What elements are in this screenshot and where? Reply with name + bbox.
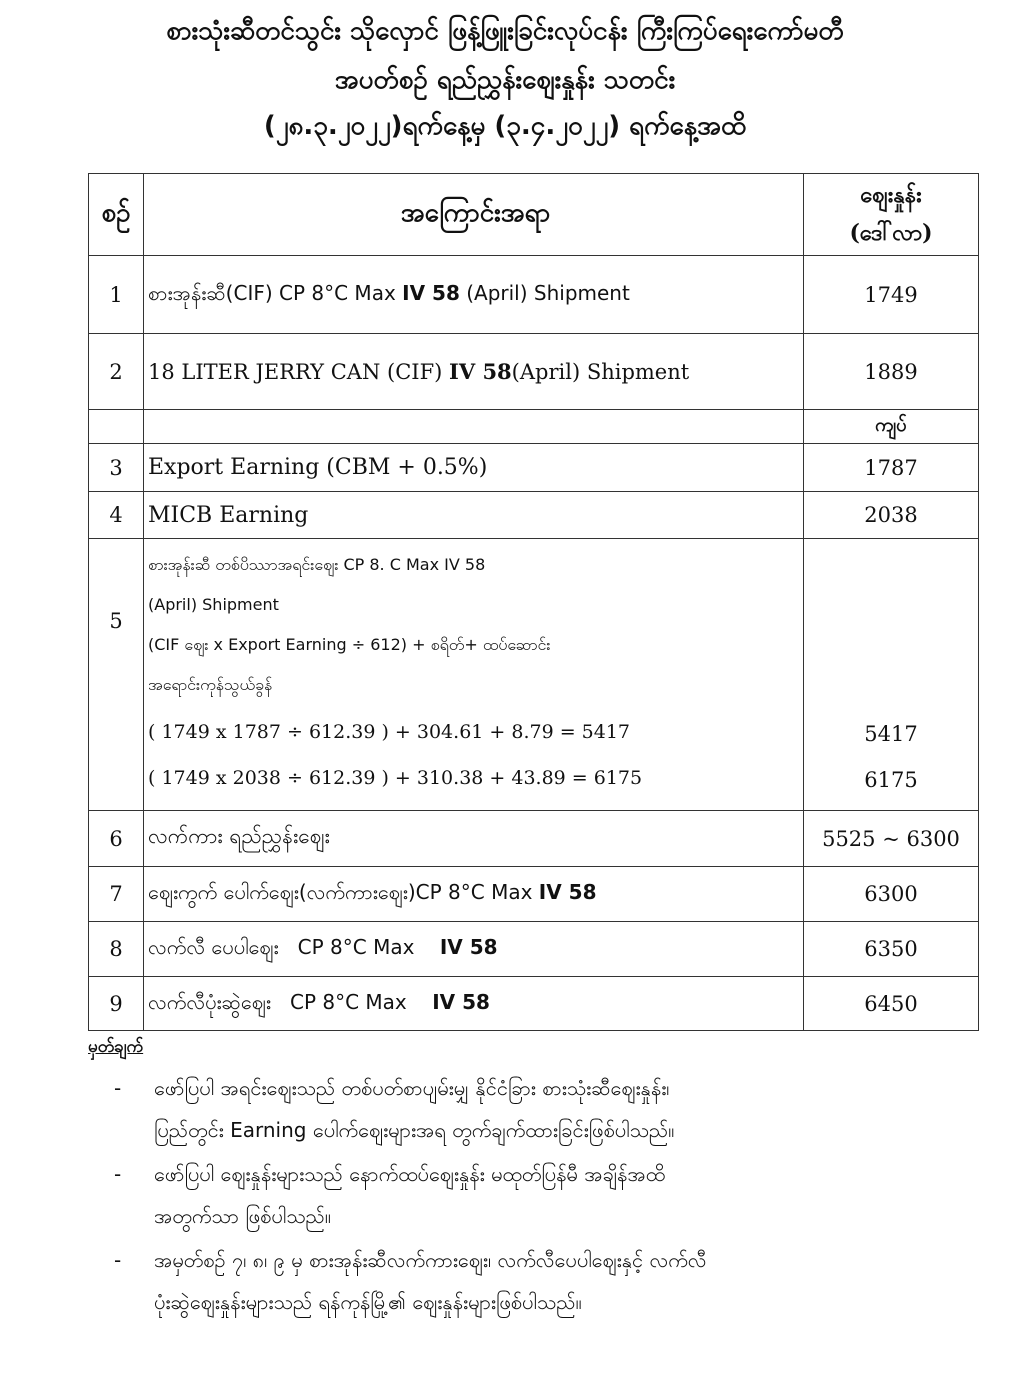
- row-description: [144, 256, 804, 334]
- iv-label: IV 58: [538, 880, 597, 904]
- notes-section: [88, 1036, 988, 1325]
- iv-label: IV 58: [402, 280, 460, 305]
- header-price-unit: (ဒေါ်လာ): [849, 219, 933, 246]
- row-description: လက်ကား ရည်ညွှန်းဈေး: [144, 811, 804, 867]
- unit-row: [89, 410, 979, 444]
- calculation-line: ( 1749 x 2038 ÷ 612.39 ) + 310.38 + 43.89 = 6175: [148, 767, 643, 789]
- table-row: [89, 334, 979, 410]
- unit-kyat: ကျပ်: [804, 410, 979, 444]
- calculation-line: ( 1749 x 1787 ÷ 612.39 ) + 304.61 + 8.79 = 5417: [148, 721, 631, 743]
- empty-cell: [89, 410, 144, 444]
- row-description: MICB Earning: [144, 492, 804, 539]
- empty-cell: [144, 410, 804, 444]
- row-price: 1749: [804, 256, 979, 334]
- note-item: [88, 1067, 988, 1151]
- table-row: [89, 922, 979, 977]
- table-row: [89, 867, 979, 922]
- table-row: [89, 256, 979, 334]
- committee-title: စားသုံးဆီတင်သွင်း သိုလှောင် ဖြန့်ဖြူးခြင်းလုပ်ငန်း ကြီးကြပ်ရေးကော်မတီ: [166, 16, 844, 46]
- header-price-label: ဈေးနှုန်း: [860, 182, 922, 209]
- row-no: 7: [89, 867, 144, 922]
- report-title: အပတ်စဉ် ရည်ညွှန်းဈေးနှုန်း သတင်း: [334, 65, 676, 96]
- row-no: 1: [89, 256, 144, 334]
- table-row: [89, 492, 979, 539]
- desc-text: စားအုန်းဆီ(CIF) CP 8°C Max: [148, 280, 403, 305]
- row-price: [804, 539, 979, 811]
- formula-line: (CIF ဈေး x Export Earning ÷ 612) + စရိတ်+ ထပ်ဆောင်း: [148, 635, 551, 654]
- row-no: 5: [89, 539, 144, 811]
- iv-label: IV 58: [432, 989, 490, 1014]
- note-bullet: -: [114, 1162, 122, 1186]
- row-price: 5525 ~ 6300: [804, 811, 979, 867]
- notes-title: မှတ်ချက်: [88, 1037, 144, 1057]
- note-item: [88, 1239, 988, 1323]
- table-row: [89, 977, 979, 1031]
- desc-text: လက်လီ ပေပါဈေး CP 8°C Max: [148, 935, 440, 959]
- header-price: [804, 174, 979, 256]
- row-price: 6450: [804, 977, 979, 1031]
- table-row: [89, 539, 979, 811]
- desc-text: (April) Shipment: [511, 360, 690, 384]
- row-description: [144, 334, 804, 410]
- price-value: 6175: [864, 768, 918, 792]
- row-description: Export Earning (CBM + 0.5%): [144, 444, 804, 492]
- row-price: 2038: [804, 492, 979, 539]
- row-description: [144, 867, 804, 922]
- price-value: 5417: [864, 722, 918, 746]
- row-no: 8: [89, 922, 144, 977]
- note-line: အမှတ်စဉ် ၇၊ ၈၊ ၉ မှ စားအုန်းဆီလက်ကားဈေး၊ လက်လီပေပါဈေးနှင့် လက်လီ: [154, 1248, 707, 1272]
- row-description: [144, 539, 804, 811]
- row-no: 4: [89, 492, 144, 539]
- iv-label: IV 58: [449, 359, 512, 384]
- document-header: [0, 18, 1010, 140]
- note-line: အတွက်သာ ဖြစ်ပါသည်။: [154, 1204, 331, 1228]
- table-header-row: [89, 174, 979, 256]
- note-line: ဖော်ပြပါ အရင်းဈေးသည် တစ်ပတ်စာပျမ်းမျှ နိုင်ငံခြား စားသုံးဆီဈေးနှုန်း၊: [154, 1076, 670, 1100]
- iv-label: IV 58: [439, 935, 498, 959]
- row-price: 6350: [804, 922, 979, 977]
- price-table: [88, 173, 979, 1031]
- table-row: [89, 444, 979, 492]
- row-no: 3: [89, 444, 144, 492]
- date-range: (၂၈.၃.၂၀၂၂)ရက်နေ့မှ (၃.၄.၂၀၂၂) ရက်နေ့အထိ: [263, 110, 747, 141]
- note-bullet: -: [114, 1248, 122, 1272]
- note-item: [88, 1153, 988, 1237]
- note-line: ပုံးဆွဲဈေးနှုန်းများသည် ရန်ကုန်မြို့၏ ဈေးနှုန်းများဖြစ်ပါသည်။: [154, 1290, 582, 1314]
- formula-line: (April) Shipment: [148, 595, 279, 614]
- row-description: [144, 977, 804, 1031]
- note-bullet: -: [114, 1076, 122, 1100]
- note-line: ပြည်တွင်း Earning ပေါက်ဈေးများအရ တွက်ချက်ထားခြင်းဖြစ်ပါသည်။: [154, 1118, 675, 1142]
- row-price: 6300: [804, 867, 979, 922]
- row-price: 1787: [804, 444, 979, 492]
- formula-line: စားအုန်းဆီ တစ်ပိဿာအရင်းဈေး CP 8. C Max IV 58: [148, 555, 486, 574]
- desc-text: ဈေးကွက် ပေါက်ဈေး(လက်ကားဈေး)CP 8°C Max: [148, 880, 539, 904]
- row-no: 9: [89, 977, 144, 1031]
- desc-text: (April) Shipment: [459, 280, 630, 305]
- header-no: စဉ်: [89, 174, 144, 256]
- header-description: အကြောင်းအရာ: [144, 174, 804, 256]
- row-no: 2: [89, 334, 144, 410]
- note-line: ဖော်ပြပါ ဈေးနှုန်းများသည် နောက်ထပ်ဈေးနှုန်း မထုတ်ပြန်မီ အချိန်အထိ: [154, 1162, 666, 1186]
- desc-text: လက်လီပုံးဆွဲဈေး CP 8°C Max: [148, 989, 433, 1014]
- desc-text: 18 LITER JERRY CAN (CIF): [148, 360, 450, 384]
- row-description: [144, 922, 804, 977]
- row-no: 6: [89, 811, 144, 867]
- table-row: [89, 811, 979, 867]
- row-price: 1889: [804, 334, 979, 410]
- formula-line: အရောင်းကုန်သွယ်ခွန်: [148, 675, 273, 694]
